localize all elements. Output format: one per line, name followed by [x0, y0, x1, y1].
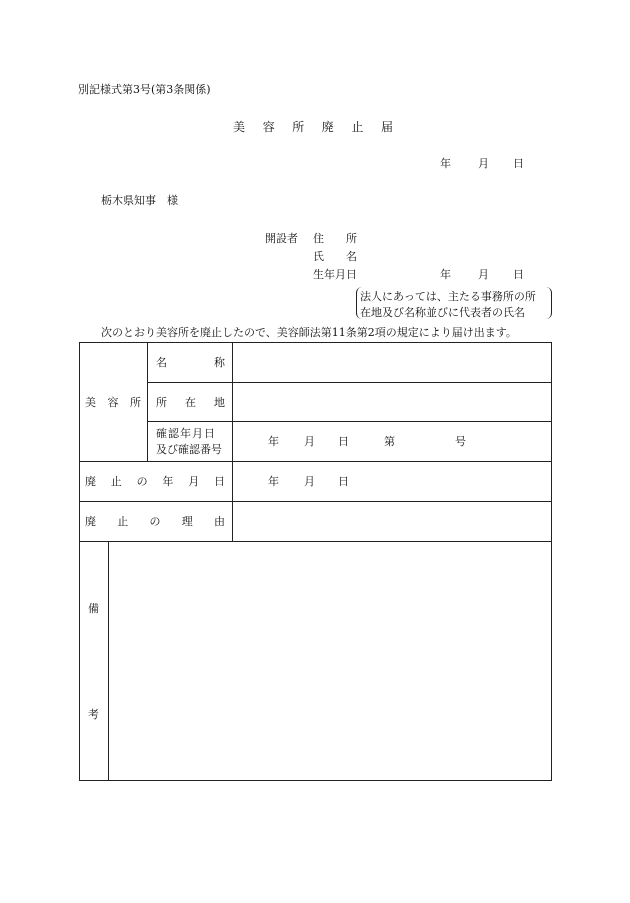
closure-date-char: 月 — [188, 475, 200, 488]
closure-month: 月 — [304, 475, 315, 488]
birthdate-month: 月 — [478, 268, 489, 281]
title-char: 所 — [292, 120, 305, 134]
corporation-note-line2: 在地及び名称並びに代表者の氏名 — [360, 306, 525, 319]
closure-year: 年 — [268, 475, 279, 488]
location-row-char: 所 — [156, 396, 167, 409]
confirm-month: 月 — [304, 435, 315, 448]
table-rule — [79, 501, 552, 502]
closure-date-char: 年 — [162, 475, 174, 488]
confirm-label-line1: 確認年月日 — [156, 427, 216, 440]
statement: 次のとおり美容所を廃止したので、美容師法第11条第2項の規定により届け出ます。 — [101, 326, 517, 339]
location-row-char: 在 — [185, 396, 196, 409]
table-rule — [147, 342, 148, 461]
birthdate-day: 日 — [513, 268, 524, 281]
closure-day: 日 — [338, 475, 349, 488]
name-label: 氏 名 — [313, 250, 357, 263]
table-rule — [147, 382, 552, 383]
name-row-label — [156, 357, 225, 368]
confirm-no-suffix: 号 — [455, 435, 466, 448]
corporation-note-bracket — [356, 287, 552, 319]
location-row-label — [156, 397, 225, 408]
title-char: 容 — [262, 120, 275, 134]
document-title — [233, 121, 393, 133]
table-rule — [108, 541, 109, 780]
confirm-label-line2: 及び確認番号 — [156, 443, 222, 456]
salon-label — [85, 397, 141, 408]
salon-label-char: 所 — [130, 396, 141, 409]
location-row-char: 地 — [214, 396, 225, 409]
closure-date-char: 止 — [110, 475, 122, 488]
title-char: 美 — [233, 120, 246, 134]
table-rule — [79, 541, 552, 542]
birthdate-year: 年 — [440, 268, 451, 281]
closure-reason-char: 廃 — [85, 515, 96, 528]
closure-date-char: 日 — [213, 475, 225, 488]
addressee: 栃木県知事 様 — [101, 194, 178, 207]
closure-reason-char: の — [149, 515, 161, 528]
confirm-year: 年 — [268, 435, 279, 448]
confirm-day: 日 — [338, 435, 349, 448]
submission-date-month: 月 — [478, 157, 489, 170]
closure-reason-label — [85, 516, 225, 527]
corporation-note-line1: 法人にあっては、主たる事務所の所 — [360, 290, 536, 303]
table-rule — [79, 461, 552, 462]
submission-date-year: 年 — [440, 157, 451, 170]
closure-date-label — [85, 476, 225, 487]
salon-label-char: 美 — [85, 396, 96, 409]
title-char: 届 — [380, 120, 393, 134]
table-rule — [147, 421, 552, 422]
remarks-label-bottom: 考 — [88, 708, 99, 721]
remarks-label-top: 備 — [88, 602, 99, 615]
closure-reason-char: 止 — [117, 515, 129, 528]
closure-date-char: の — [136, 475, 148, 488]
title-char: 止 — [351, 120, 364, 134]
submission-date-day: 日 — [513, 157, 524, 170]
confirm-no-prefix: 第 — [384, 435, 395, 448]
form-number: 別記様式第3号(第3条関係) — [78, 83, 211, 96]
name-row-char: 称 — [214, 356, 225, 369]
table-rule — [232, 342, 233, 541]
form-table — [79, 342, 552, 781]
address-label: 住 所 — [313, 232, 357, 245]
title-char: 廃 — [321, 120, 334, 134]
salon-label-char: 容 — [107, 396, 119, 409]
applicant-label: 開設者 — [265, 232, 298, 245]
closure-reason-char: 由 — [214, 515, 225, 528]
closure-reason-char: 理 — [181, 515, 193, 528]
birthdate-label: 生年月日 — [313, 268, 357, 281]
closure-date-char: 廃 — [85, 475, 96, 488]
name-row-char: 名 — [156, 356, 167, 369]
